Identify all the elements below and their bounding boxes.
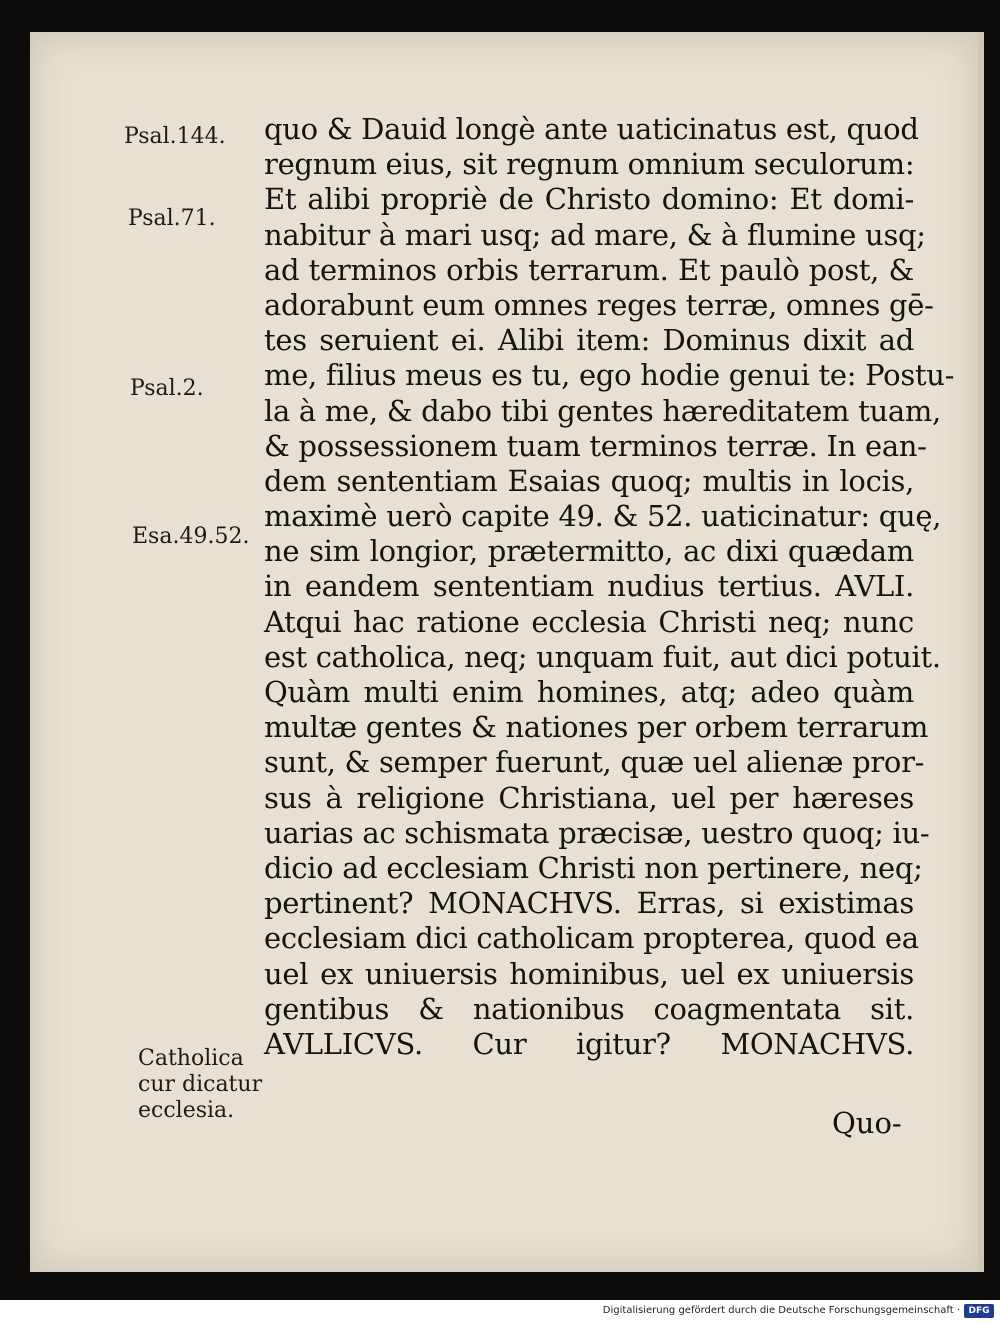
text-line: multæ gentes & nationes per orbem terrarum	[264, 710, 929, 745]
text-line: dem sententiam Esaias quoq; multis in locis,	[264, 463, 914, 498]
text-line: quo & Dauid longè ante uaticinatus est, quod	[264, 112, 919, 146]
text-line: Et alibi propriè de Christo domino: Et domi-	[264, 182, 914, 217]
text-line: Quàm multi enim homines, atq; adeo quàm	[264, 675, 914, 709]
text-line: maximè uerò capite 49. & 52. uaticinatur: quę,	[264, 499, 942, 534]
text-line: uarias ac schismata præcisæ, uestro quoq; iu-	[264, 815, 930, 850]
text-line: Atqui hac ratione ecclesia Christi neq; nunc	[264, 604, 914, 639]
text-line: est catholica, neq; unquam fuit, aut dici potuit.	[264, 639, 941, 674]
text-line: tes seruient ei. Alibi item: Dominus dixit ad	[264, 323, 914, 358]
text-line: adorabunt eum omnes reges terræ, omnes gē-	[264, 287, 934, 322]
margin-note-psal-144: Psal.144.	[124, 124, 226, 149]
text-line: AVLLICVS. Cur igitur? MONACHVS.	[264, 1026, 914, 1061]
text-line: uel ex uniuersis hominibus, uel ex uniuersis	[264, 956, 914, 991]
text-line: in eandem sententiam nudius tertius. AVLI.	[264, 569, 914, 604]
catchword: Quo-	[832, 1106, 902, 1140]
text-line: dicio ad ecclesiam Christi non pertinere, neq;	[264, 850, 923, 885]
text-line: ecclesiam dici catholicam propterea, quod ea	[264, 921, 919, 956]
text-line: sus à religione Christiana, uel per hæreses	[264, 780, 914, 815]
text-line: ad terminos orbis terrarum. Et paulò post, &	[264, 252, 914, 287]
text-line: me, filius meus es tu, ego hodie genui te: Postu-	[264, 358, 955, 393]
text-line: nabitur à mari usq; ad mare, & à flumine usq;	[264, 217, 926, 252]
dfg-logo: DFG	[964, 1304, 994, 1318]
text-line: & possessionem tuam terminos terræ. In ean-	[264, 428, 927, 463]
page-edge	[978, 32, 984, 1272]
text-line: regnum eius, sit regnum omnium seculorum:	[264, 147, 915, 182]
body-text	[264, 112, 955, 1062]
margin-note-psal-2: Psal.2.	[130, 376, 204, 401]
margin-note-esa: Esa.49.52.	[132, 524, 250, 549]
text-line: gentibus & nationibus coagmentata sit.	[264, 991, 914, 1026]
text-line: sunt, & semper fuerunt, quæ uel alienæ pror-	[264, 745, 925, 780]
text-line: pertinent? MONACHVS. Erras, si existimas	[264, 886, 914, 921]
footer-bar	[0, 1302, 1000, 1322]
margin-note-psal-71: Psal.71.	[128, 206, 216, 231]
text-line: la à me, & dabo tibi gentes hæreditatem tuam,	[264, 393, 941, 428]
footer-credit: Digitalisierung gefördert durch die Deutsche Forschungsgemeinschaft ·	[602, 1305, 960, 1316]
text-line: ne sim longior, prætermitto, ac dixi quædam	[264, 534, 914, 569]
side-note-catholica: Catholica cur dicatur ecclesia.	[138, 1046, 263, 1123]
